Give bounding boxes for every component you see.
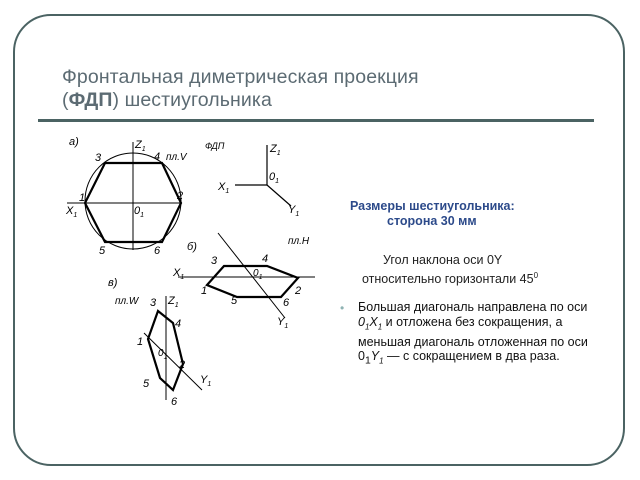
title-open-paren: ( [62,89,69,111]
title-abbr: ФДП [68,89,113,111]
label-vertex-5-b: 5 [231,295,238,307]
label-vertex-5-a: 5 [99,245,106,257]
angle-line2: относительно горизонтали 45 [362,272,534,287]
title-rest: ) шестиугольника [112,89,272,111]
title-divider [38,119,594,122]
label-vertex-5-v: 5 [143,378,150,390]
label-vertex-2-v: 2 [179,359,186,371]
label-o1-a: $0_1$ [134,205,145,219]
size-heading-line2: сторона 30 мм [387,214,477,228]
label-plane-h: пл.Н [288,236,310,247]
size-heading-line1: Размеры шестиугольника: [350,199,515,213]
bullet-text-2: и отложена без сокращения, а меньшая диагональ отложенная по оси 0 [358,314,588,363]
diagonal-bullet [340,300,600,369]
axis-o1-sub: 1 [364,355,371,367]
axis-o1x1: $0_1X_1$ [358,314,383,331]
label-z1-v: $Z_1$ [168,295,179,309]
label-vertex-3-b: 3 [211,255,218,267]
angle-degree: 0 [533,271,539,280]
label-vertex-2-a: 2 [177,190,184,202]
label-x1-fdp: $X_1$ [218,181,230,195]
label-plane-w: пл.W [115,296,139,307]
label-o1-v: $0_1$ [158,348,168,361]
label-figure-a: а) [69,136,79,148]
label-z1-fdp: $Z_1$ [270,143,281,157]
label-x1-b: $X_1$ [173,267,185,281]
label-x1-a: $X_1$ [66,205,78,219]
angle-line1: Угол наклона оси 0Y [383,253,503,267]
hexagon-projection-figure [55,128,345,413]
axis-angle-note [350,253,610,287]
bullet-dot: • [340,301,345,315]
projection-drawing [55,128,345,413]
label-o1-fdp: $0_1$ [269,171,280,185]
label-y1-fdp: $Y_1$ [288,204,300,218]
fdp-axis-y [267,185,291,206]
bullet-text-1: Большая диагональ направлена по оси [358,300,588,314]
label-vertex-6-a: 6 [154,245,161,257]
label-plane-v: пл.V [166,152,187,163]
bullet-text-3: — с сокращением в два раза. [383,349,560,363]
label-vertex-6-b: 6 [283,297,290,309]
title-line1: Фронтальная диметрическая проекция [62,66,419,88]
label-y1-b: $Y_1$ [277,316,289,330]
label-vertex-4-a: 4 [154,151,161,163]
axis-y1: $Y_1$ [370,349,384,366]
label-vertex-4-v: 4 [175,318,182,330]
label-vertex-1-a: 1 [79,192,86,204]
label-vertex-3-a: 3 [95,152,102,164]
label-vertex-2-b: 2 [295,285,302,297]
slide-title [62,66,602,112]
label-vertex-3-v: 3 [150,297,157,309]
label-figure-b: б) [187,241,197,253]
hexagon-size-heading [350,199,580,229]
label-vertex-4-b: 4 [262,253,269,265]
label-o1-b: $0_1$ [253,268,263,281]
label-y1-v: $Y_1$ [200,374,212,388]
label-fdp: ФДП [205,141,225,151]
axis-y-horizontal [218,233,285,318]
label-z1-a: $Z_1$ [135,139,146,153]
label-figure-v: в) [108,277,118,289]
label-vertex-1-b: 1 [201,285,208,297]
axis-y-profile [144,333,202,390]
label-vertex-6-v: 6 [171,396,178,408]
label-vertex-1-v: 1 [137,336,144,348]
